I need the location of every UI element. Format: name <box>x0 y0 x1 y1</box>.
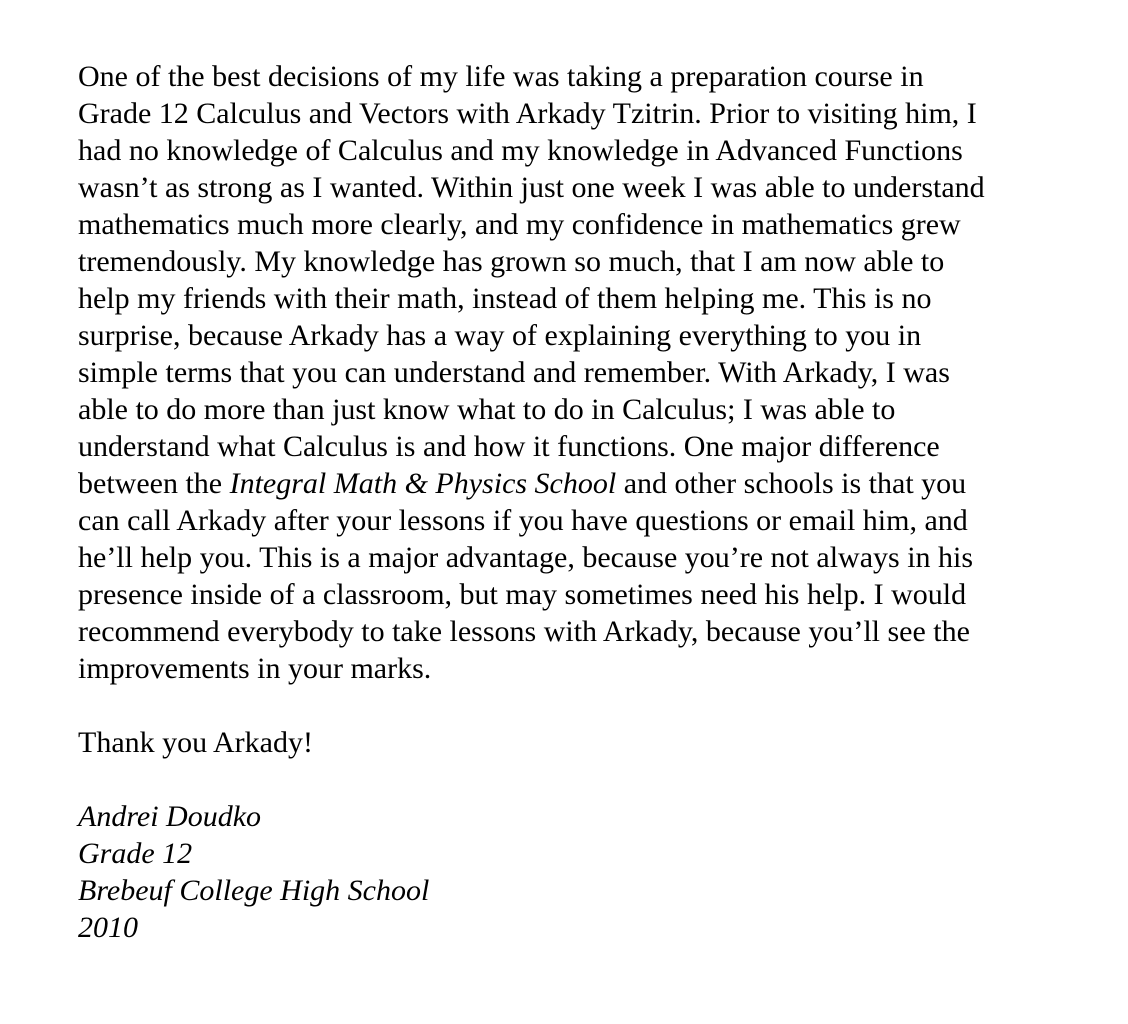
author-school: Brebeuf College High School <box>78 874 430 907</box>
body-line: able to do more than just know what to do in Calculus; I was able to <box>78 393 896 426</box>
letter-body <box>78 58 1078 687</box>
body-line: mathematics much more clearly, and my confidence in mathematics grew <box>78 208 961 241</box>
body-line: wasn’t as strong as I wanted. Within just one week I was able to understand <box>78 171 985 204</box>
body-line: One of the best decisions of my life was taking a preparation course in <box>78 60 924 93</box>
body-line: can call Arkady after your lessons if you have questions or email him, and <box>78 504 968 537</box>
body-line: had no knowledge of Calculus and my knowledge in Advanced Functions <box>78 134 963 167</box>
signature-block <box>78 798 1078 946</box>
thanks-line: Thank you Arkady! <box>78 726 313 759</box>
body-line: understand what Calculus is and how it functions. One major difference <box>78 430 940 463</box>
body-line: tremendously. My knowledge has grown so much, that I am now able to <box>78 245 945 278</box>
body-line: improvements in your marks. <box>78 652 432 685</box>
body-line-text: between the <box>78 467 230 500</box>
author-year: 2010 <box>78 911 138 944</box>
body-line: simple terms that you can understand and remember. With Arkady, I was <box>78 356 950 389</box>
body-line-school-name <box>78 465 1078 502</box>
author-name: Andrei Doudko <box>78 800 262 833</box>
testimonial-letter <box>78 58 1078 946</box>
school-name: Integral Math & Physics School <box>229 467 617 500</box>
body-line-text: and other schools is that you <box>616 467 967 500</box>
body-line: recommend everybody to take lessons with Arkady, because you’ll see the <box>78 615 970 648</box>
body-line: presence inside of a classroom, but may sometimes need his help. I would <box>78 578 967 611</box>
body-line: help my friends with their math, instead of them helping me. This is no <box>78 282 932 315</box>
author-grade: Grade 12 <box>78 837 193 870</box>
body-line: surprise, because Arkady has a way of explaining everything to you in <box>78 319 922 352</box>
body-line: he’ll help you. This is a major advantage, because you’re not always in his <box>78 541 974 574</box>
body-line: Grade 12 Calculus and Vectors with Arkady Tzitrin. Prior to visiting him, I <box>78 97 977 130</box>
